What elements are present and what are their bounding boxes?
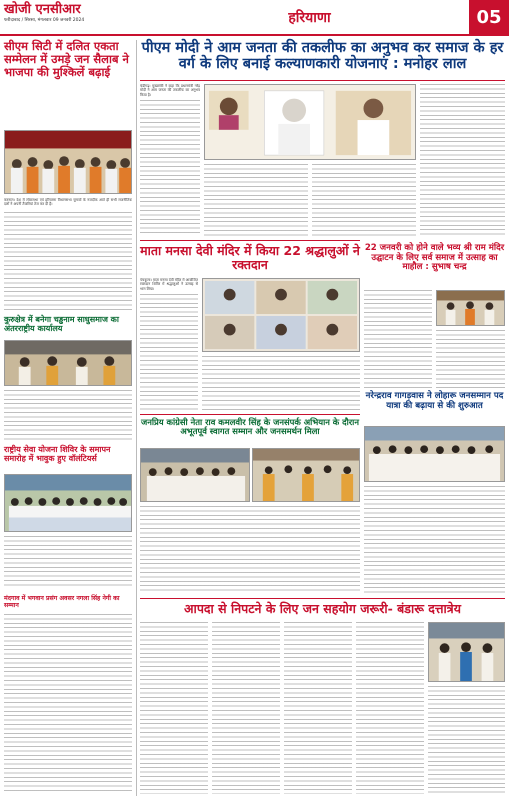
disaster-col4: [356, 622, 424, 794]
ram-mandir-headline: 22 जनवरी को होने वाले भव्य श्री राम मंदिर उद्घाटन के लिए सर्व समाज में उत्साह का माहौल : सुभाष चन्द्र: [364, 243, 505, 273]
masthead-center: [150, 0, 469, 34]
kamalvir-photo-illustration: [141, 449, 249, 501]
rally-photo-illustration: [5, 131, 131, 193]
rally-photo: [4, 130, 132, 194]
kamalvir-photo-2: [252, 448, 360, 502]
kurukshetra-headline: कुरुक्षेत्र में बनेगा चड्ढनाम साधुसमाज का अंतरराष्ट्रीय कार्यालय: [4, 315, 119, 333]
sirsa-body-text: [4, 212, 132, 312]
temple-body-text: [4, 614, 132, 794]
date-line: फरीदाबाद / सिरसा, मंगलवार 09 जनवरी 2024: [4, 18, 85, 23]
mansa-devi-col2: [202, 356, 360, 412]
mansa-devi-intro: पंचकूला। माता मनसा देवी मंदिर में आयोजित रक्तदान शिविर में श्रद्धालुओं ने उत्साह से भाग लिया।: [140, 278, 198, 291]
kurukshetra-body-text: [4, 390, 132, 440]
youth-camp-headline: राष्ट्रीय सेवा योजना शिविर के समापन समारोह में भावुक हुए वॉलंटियर्स: [4, 445, 111, 463]
pm-modi-headline: पीएम मोदी ने आम जनता की तकलीफ का अनुभव कर समाज के हर वर्ग के लिए बनाई कल्याणकारी योजनाएं : मनोहर लाल: [141, 40, 504, 73]
disaster-col1: [140, 622, 208, 794]
pm-modi-col2: [204, 164, 308, 236]
narendra-body-text: [364, 486, 505, 594]
pm-event-photo: [204, 84, 416, 160]
mansa-devi-col1: [140, 294, 198, 412]
youth-camp-body-text: [4, 536, 132, 588]
ram-mandir-photo-illustration: [437, 291, 504, 325]
pm-modi-col3: [312, 164, 416, 236]
narendra-headline: नरेन्द्रराव गागड़वास ने लोहारू जनसम्मान पद यात्रा की बढ़ाया से की शुरुआत: [365, 391, 504, 411]
section-title: हरियाणा: [288, 9, 331, 26]
disaster-col5: [428, 686, 505, 794]
blood-donation-photos-illustration: [203, 279, 359, 351]
masthead-rule: [0, 34, 509, 36]
kamalvir-headline: जनप्रिय कांग्रेसी नेता राव कमलवीर सिंह के जनसंपर्क अभियान के दौरान अभूतपूर्व स्वागत सम्मान और जनसमर्थन मिला: [140, 417, 360, 437]
narendra-photo: [364, 426, 505, 482]
kamalvir-photo-2-illustration: [253, 449, 359, 501]
sirsa-intro: करनाल। देश में लोकसभा एवं हरियाणा विधानसभा चुनावों के नजदीक आते ही सभी राजनीतिक दलों ने अपनी तैयारियां तेज कर दी हैं।: [4, 198, 132, 207]
temple-headline: मंदगाव में भगवान प्रसंग अवसर नगला सिंह नेगी का सम्मान: [4, 595, 120, 609]
disaster-headline: आपदा से निपटने के लिए जन सहयोग जरूरी- बंडारू दत्तात्रेय: [184, 601, 461, 616]
kamalvir-rule: [140, 414, 360, 415]
narendra-photo-illustration: [365, 427, 504, 481]
mansa-devi-headline: माता मनसा देवी मंदिर में किया 22 श्रद्धालुओं ने रक्तदान: [140, 243, 360, 272]
kurukshetra-photo: [4, 340, 132, 386]
pm-modi-intro: चंडीगढ़। मुख्यमंत्री ने कहा कि प्रधानमंत्री नरेंद्र मोदी ने आम जनता की तकलीफ का अनुभव किया है।: [140, 84, 200, 97]
youth-camp-photo-illustration: [5, 475, 131, 531]
ram-mandir-photo: [436, 290, 505, 326]
disaster-photo-illustration: [429, 623, 504, 681]
page-number: 05: [469, 0, 509, 34]
youth-camp-photo: [4, 474, 132, 532]
sirsa-headline: सीएम सिटी में दलित एकता सम्मेलन में उमड़े जन सैलाब ने भाजपा की मुश्किलें बढ़ाई: [4, 39, 129, 79]
disaster-col3: [284, 622, 352, 794]
mansa-devi-rule: [140, 240, 360, 241]
column-divider: [136, 40, 137, 796]
disaster-rule: [140, 598, 505, 599]
masthead: [0, 0, 509, 34]
masthead-left: [0, 0, 150, 34]
ram-mandir-col1: [364, 290, 432, 388]
pm-event-photo-illustration: [205, 85, 415, 159]
pm-modi-col4: [420, 84, 505, 236]
blood-donation-photos: [202, 278, 360, 352]
kamalvir-photo: [140, 448, 250, 502]
lead-rule: [140, 80, 505, 81]
disaster-photo: [428, 622, 505, 682]
pm-modi-col1: [140, 100, 200, 236]
kurukshetra-photo-illustration: [5, 341, 131, 385]
ram-mandir-col2: [436, 330, 505, 388]
newspaper-logo: खोजी एनसीआर: [4, 2, 81, 17]
disaster-col2: [212, 622, 280, 794]
kamalvir-body-text: [140, 506, 360, 594]
